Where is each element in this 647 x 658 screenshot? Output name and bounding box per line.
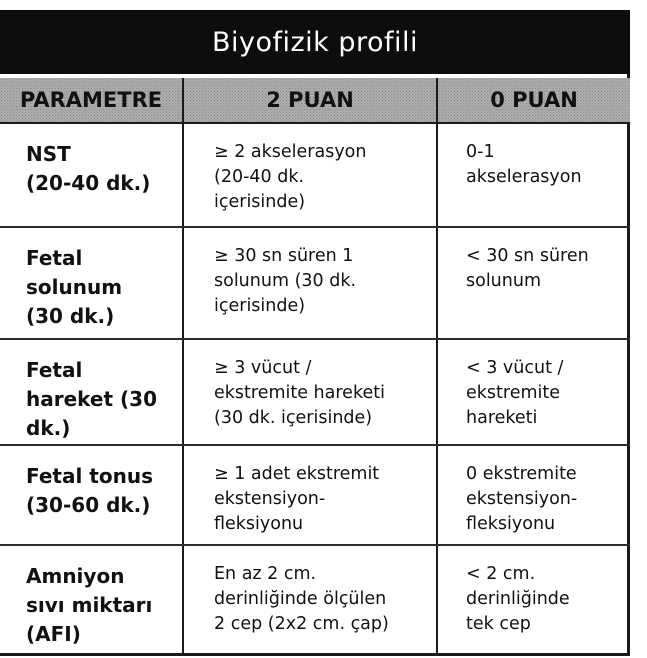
table-row (0, 546, 630, 656)
row-parameter: Amniyon sıvı miktarı (AFI) (26, 564, 153, 646)
row-2-puan-value: En az 2 cm. derinliğinde ölçülen 2 cep (2x2 cm. çap) (214, 564, 389, 634)
table-row (0, 228, 630, 338)
row-0-puan-value: < 30 sn süren solunum (466, 246, 589, 291)
row-0-puan-value: < 2 cm. derinliğinde tek cep (466, 564, 570, 634)
header-parametre: PARAMETRE (19, 88, 163, 112)
row-2-puan-value: ≥ 3 vücut / ekstremite hareketi (30 dk. içerisinde) (214, 358, 385, 428)
row-2-puan-value: ≥ 30 sn süren 1 solunum (30 dk. içerisinde) (214, 246, 357, 316)
row-0-puan-value: 0-1 akselerasyon (466, 142, 582, 187)
table-row (0, 446, 630, 544)
row-parameter: Fetal tonus (30-60 dk.) (26, 464, 153, 517)
header-0-puan: 0 PUAN (490, 88, 578, 112)
table-row (0, 340, 630, 444)
row-2-puan-value: ≥ 1 adet ekstremit ekstensiyon- fleksiyonu (214, 464, 380, 534)
row-parameter: Fetal hareket (30 dk.) (26, 358, 157, 440)
table-header-row (0, 78, 630, 124)
row-parameter: NST (20-40 dk.) (26, 142, 151, 195)
table-row (0, 124, 630, 226)
row-parameter: Fetal solunum (30 dk.) (26, 246, 123, 328)
row-0-puan-value: < 3 vücut / ekstremite hareketi (466, 358, 564, 428)
row-0-puan-value: 0 ekstremite ekstensiyon- fleksiyonu (466, 464, 578, 534)
table-title (0, 10, 630, 74)
row-2-puan-value: ≥ 2 akselerasyon (20-40 dk. içerisinde) (214, 142, 367, 212)
table-title-text: Biyofizik profili (211, 26, 419, 58)
header-2-puan: 2 PUAN (266, 88, 354, 112)
